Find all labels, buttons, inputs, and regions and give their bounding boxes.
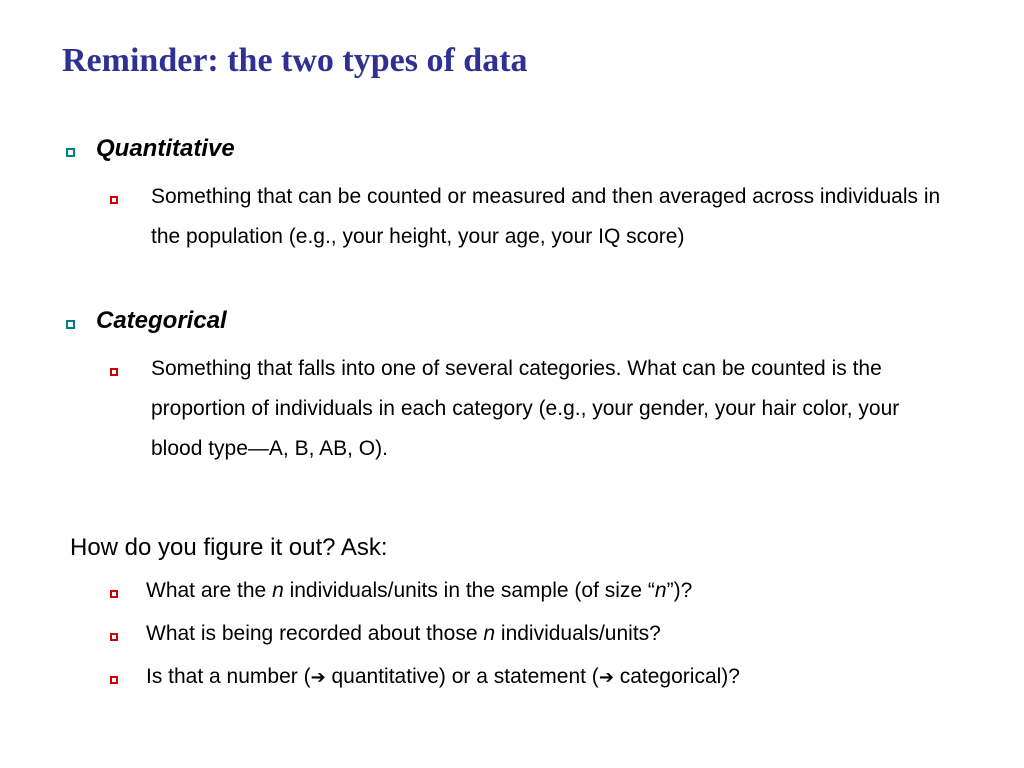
quantitative-heading: Quantitative [96, 135, 235, 162]
quantitative-description: Something that can be counted or measured and then averaged across individuals in the population (e.g., your height, your age, your IQ score) [151, 185, 941, 248]
teal-square-bullet-icon [66, 148, 75, 157]
red-square-bullet-icon [110, 196, 118, 204]
arrow-right-icon: ➔ [310, 667, 326, 688]
question-2: What is being recorded about those n individuals/units? [146, 622, 661, 645]
question-3: Is that a number (➔ quantitative) or a statement (➔ categorical)? [146, 665, 740, 688]
arrow-right-icon: ➔ [598, 667, 614, 688]
red-square-bullet-icon [110, 633, 118, 641]
red-square-bullet-icon [110, 368, 118, 376]
question-1: What are the n individuals/units in the sample (of size “n”)? [146, 579, 693, 602]
red-square-bullet-icon [110, 676, 118, 684]
categorical-heading: Categorical [96, 307, 227, 334]
categorical-description: Something that falls into one of several categories. What can be counted is the proportion of individuals in each category (e.g., your gender, your hair color, your blood type—A, B, AB, O). [151, 357, 900, 460]
red-square-bullet-icon [110, 590, 118, 598]
teal-square-bullet-icon [66, 320, 75, 329]
slide-title: Reminder: the two types of data [62, 42, 528, 79]
ask-prompt: How do you figure it out? Ask: [70, 534, 388, 561]
